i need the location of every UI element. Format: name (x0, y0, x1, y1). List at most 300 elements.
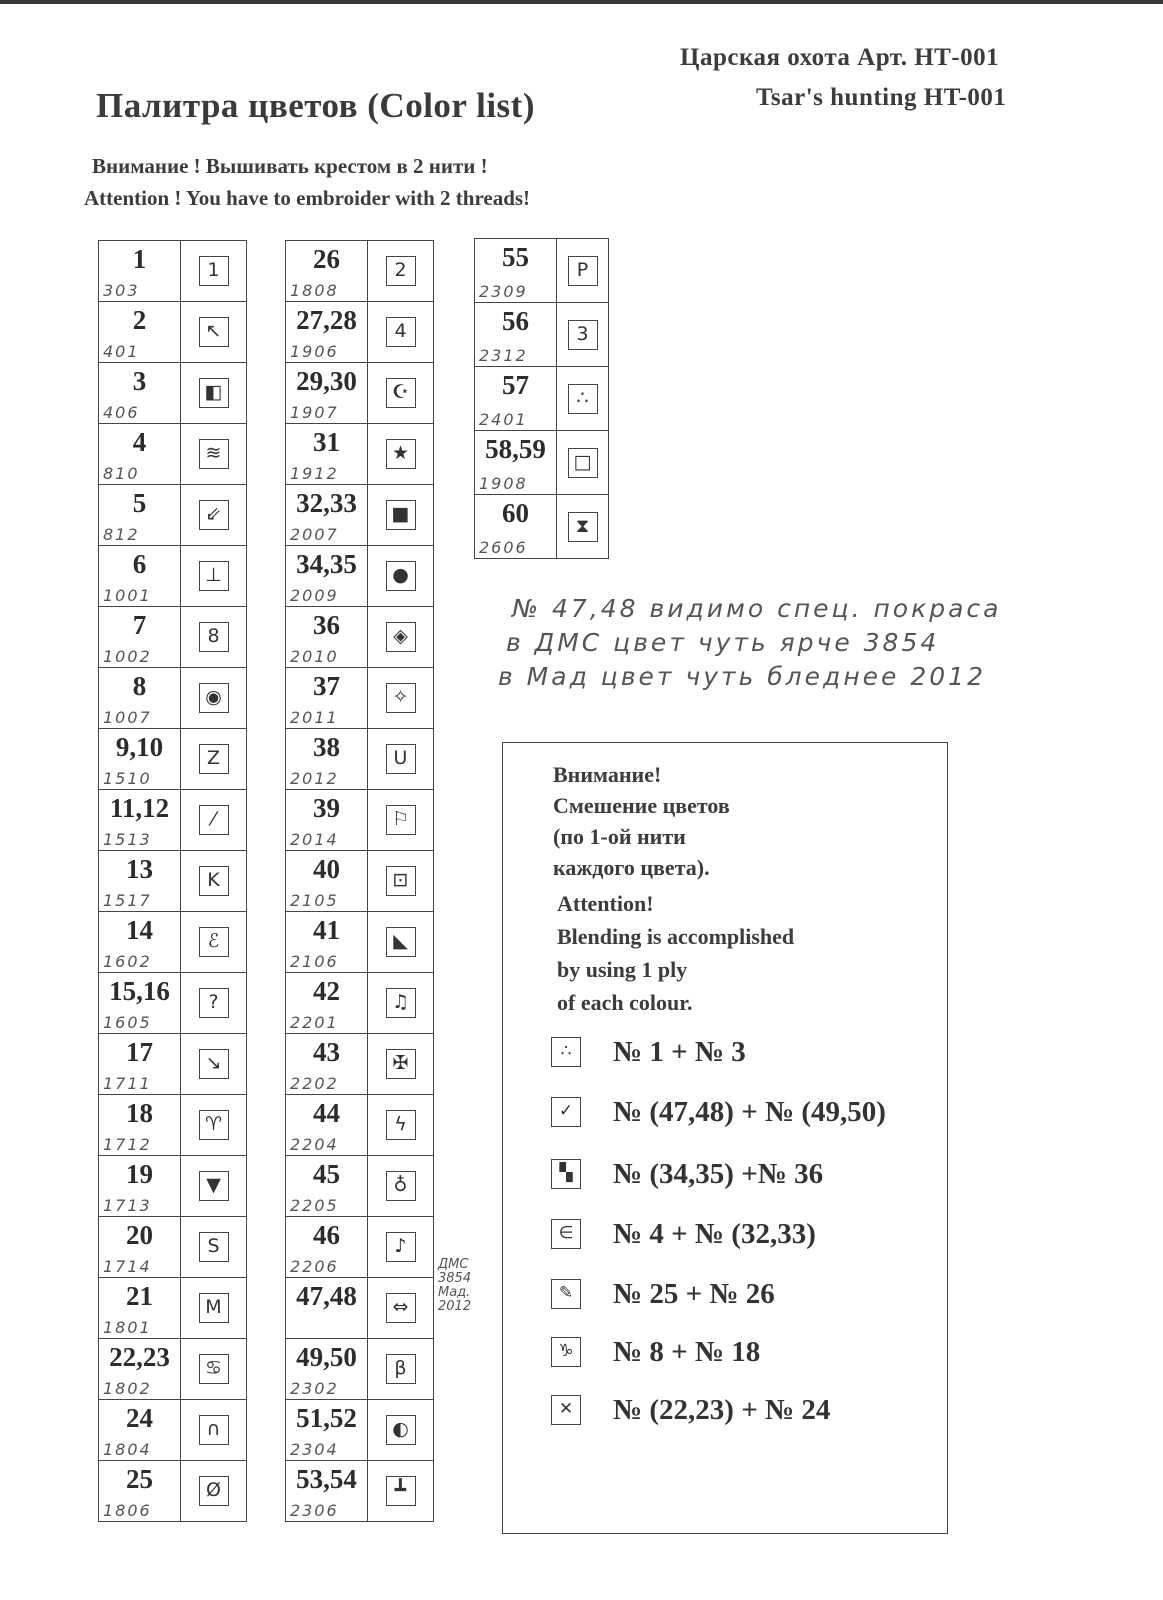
blend-symbol-icon: ✓ (551, 1097, 581, 1127)
color-number-cell (99, 1339, 181, 1400)
thread-code: 1906 (290, 342, 339, 361)
color-number: 32,33 (296, 488, 357, 518)
blend-formula: № (47,48) + № (49,50) (613, 1096, 886, 1128)
blending-en-line: Attention! (557, 891, 654, 916)
blending-en-line: of each colour. (557, 990, 693, 1015)
color-number: 3 (132, 366, 147, 396)
color-number: 39 (313, 793, 340, 823)
color-number-cell (286, 851, 368, 912)
chart-symbol-icon: β (386, 1354, 416, 1384)
thread-code: 401 (103, 342, 140, 361)
palette-row (286, 668, 434, 729)
color-number: 25 (126, 1464, 153, 1494)
palette-column-3 (474, 238, 609, 559)
blend-formula: № 1 + № 3 (613, 1036, 746, 1068)
color-number-cell (99, 1156, 181, 1217)
blend-symbol-icon: ♑ (551, 1337, 581, 1367)
symbol-cell (368, 851, 434, 912)
symbol-cell (181, 485, 247, 546)
chart-symbol-icon: K (199, 866, 229, 896)
palette-row (99, 912, 247, 973)
color-number-cell (286, 1461, 368, 1522)
thread-code: 1002 (103, 647, 152, 666)
symbol-cell (557, 367, 609, 431)
chart-symbol-icon: 4 (386, 317, 416, 347)
color-number-cell (286, 1034, 368, 1095)
chart-symbol-icon: ⚐ (386, 805, 416, 835)
color-number-cell (99, 363, 181, 424)
color-number-cell (99, 668, 181, 729)
symbol-cell (368, 1461, 434, 1522)
symbol-cell (181, 302, 247, 363)
chart-symbol-icon: ⇙ (199, 500, 229, 530)
color-number: 8 (132, 671, 147, 701)
symbol-cell (181, 1095, 247, 1156)
symbol-cell (181, 1461, 247, 1522)
color-number-cell (286, 1339, 368, 1400)
attention-ru: Внимание ! Вышивать крестом в 2 нити ! (92, 154, 488, 178)
thread-code: 2012 (290, 769, 339, 788)
color-number: 13 (126, 854, 153, 884)
chart-symbol-icon: ◉ (199, 683, 229, 713)
palette-row (286, 1278, 434, 1339)
color-number: 15,16 (109, 976, 170, 1006)
symbol-cell (181, 363, 247, 424)
color-number-cell (99, 729, 181, 790)
thread-code: 2306 (290, 1501, 339, 1520)
symbol-cell (557, 495, 609, 559)
color-number: 56 (502, 306, 529, 336)
color-number-cell (99, 1217, 181, 1278)
symbol-cell (368, 485, 434, 546)
blend-formula: № 8 + № 18 (613, 1336, 761, 1368)
handwritten-note-line-2: в ДМС цвет чуть ярче 3854 (506, 628, 940, 657)
thread-code: 1802 (103, 1379, 152, 1398)
color-number: 27,28 (296, 305, 357, 335)
color-number-cell (99, 851, 181, 912)
palette-row (99, 424, 247, 485)
palette-row (286, 1461, 434, 1522)
palette-row (286, 729, 434, 790)
symbol-cell (368, 1278, 434, 1339)
palette-row (286, 1400, 434, 1461)
color-number-cell (99, 485, 181, 546)
symbol-cell (368, 1034, 434, 1095)
color-number: 46 (313, 1220, 340, 1250)
palette-row (99, 363, 247, 424)
symbol-cell (557, 431, 609, 495)
chart-symbol-icon: Ø (199, 1476, 229, 1506)
side-note-line: 2012 (438, 1299, 472, 1314)
color-number-cell (286, 790, 368, 851)
thread-code: 2007 (290, 525, 339, 544)
blend-formula: № (34,35) +№ 36 (613, 1158, 824, 1190)
thread-code: 2106 (290, 952, 339, 971)
symbol-cell (368, 424, 434, 485)
blending-en-line: by using 1 ply (557, 957, 688, 982)
symbol-cell (181, 790, 247, 851)
symbol-cell (181, 1278, 247, 1339)
chart-symbol-icon: ★ (386, 439, 416, 469)
blend-formula: № 25 + № 26 (613, 1278, 775, 1310)
palette-row (286, 1095, 434, 1156)
palette-row (286, 607, 434, 668)
color-number: 36 (313, 610, 340, 640)
color-number: 49,50 (296, 1342, 357, 1372)
color-number-cell (286, 1400, 368, 1461)
color-number: 29,30 (296, 366, 357, 396)
symbol-cell (368, 729, 434, 790)
thread-code: 2205 (290, 1196, 339, 1215)
chart-symbol-icon: U (386, 744, 416, 774)
chart-symbol-icon: ∴ (568, 384, 598, 414)
color-number: 57 (502, 370, 529, 400)
thread-code: 2202 (290, 1074, 339, 1093)
symbol-cell (181, 912, 247, 973)
thread-code: 2312 (479, 346, 528, 365)
chart-symbol-icon: ■ (386, 500, 416, 530)
chart-symbol-icon: □ (568, 448, 598, 478)
thread-code: 1513 (103, 830, 152, 849)
palette-row (99, 1217, 247, 1278)
palette-row (99, 1461, 247, 1522)
color-number: 58,59 (485, 434, 546, 464)
chart-symbol-icon: ⧗ (568, 512, 598, 542)
color-number-cell (286, 607, 368, 668)
symbol-cell (368, 1156, 434, 1217)
thread-code: 810 (103, 464, 140, 483)
thread-code: 2201 (290, 1013, 339, 1032)
color-number-cell (286, 1278, 368, 1339)
side-note-line: Мад. (438, 1285, 471, 1300)
color-number: 9,10 (115, 732, 164, 762)
symbol-cell (368, 241, 434, 302)
color-number: 22,23 (109, 1342, 170, 1372)
palette-row (286, 302, 434, 363)
color-number: 6 (132, 549, 147, 579)
color-number: 40 (313, 854, 340, 884)
chart-symbol-icon: ↖ (199, 317, 229, 347)
color-number: 19 (126, 1159, 153, 1189)
palette-row (286, 546, 434, 607)
color-number: 37 (313, 671, 340, 701)
chart-symbol-icon: ⁄ (199, 805, 229, 835)
thread-code: 1713 (103, 1196, 152, 1215)
symbol-cell (557, 239, 609, 303)
palette-column-2 (285, 240, 434, 1522)
palette-row (286, 1034, 434, 1095)
symbol-cell (368, 1217, 434, 1278)
palette-row (99, 1156, 247, 1217)
palette-row (475, 239, 609, 303)
thread-code: 2010 (290, 647, 339, 666)
color-number-cell (99, 912, 181, 973)
color-number: 24 (126, 1403, 153, 1433)
color-number-cell (475, 303, 557, 367)
color-number-cell (99, 1400, 181, 1461)
chart-symbol-icon: ∩ (199, 1415, 229, 1445)
color-number-cell (286, 485, 368, 546)
thread-code: 406 (103, 403, 140, 422)
palette-row (475, 303, 609, 367)
blending-ru-line: (по 1-ой нити (553, 824, 686, 849)
side-note-line: ДМС (438, 1257, 469, 1272)
thread-code: 2309 (479, 282, 528, 301)
color-number-cell (286, 729, 368, 790)
thread-code: 1602 (103, 952, 152, 971)
palette-row (475, 367, 609, 431)
color-number-cell (286, 424, 368, 485)
palette-row (286, 973, 434, 1034)
color-number: 60 (502, 498, 529, 528)
blending-note-en (557, 887, 794, 1019)
color-number: 2 (132, 305, 147, 335)
palette-row (286, 851, 434, 912)
chart-symbol-icon: ◐ (386, 1415, 416, 1445)
symbol-cell (181, 424, 247, 485)
chart-symbol-icon: ℰ (199, 927, 229, 957)
color-number: 18 (126, 1098, 153, 1128)
palette-row (99, 668, 247, 729)
blend-symbol-icon: ∈ (551, 1219, 581, 1249)
chart-symbol-icon: ↘ (199, 1049, 229, 1079)
color-number-cell (286, 668, 368, 729)
symbol-cell (181, 1034, 247, 1095)
blending-box (502, 742, 948, 1534)
color-number: 55 (502, 242, 529, 272)
palette-row (99, 302, 247, 363)
color-number-cell (99, 607, 181, 668)
color-number: 11,12 (109, 793, 170, 823)
thread-code: 1908 (479, 474, 528, 493)
palette-row (99, 241, 247, 302)
palette-row (475, 431, 609, 495)
thread-code: 2105 (290, 891, 339, 910)
blending-ru-line: каждого цвета). (553, 855, 710, 880)
symbol-cell (368, 1095, 434, 1156)
color-number-cell (475, 239, 557, 303)
symbol-cell (368, 1400, 434, 1461)
color-number-cell (286, 973, 368, 1034)
thread-code: 812 (103, 525, 140, 544)
color-number-cell (286, 302, 368, 363)
color-number: 17 (126, 1037, 153, 1067)
color-number-cell (286, 241, 368, 302)
chart-symbol-icon: ♁ (386, 1171, 416, 1201)
palette-row (286, 485, 434, 546)
palette-row (286, 912, 434, 973)
chart-symbol-icon: ♫ (386, 988, 416, 1018)
blend-symbol-icon: ▚ (551, 1159, 581, 1189)
color-number: 26 (313, 244, 340, 274)
color-number: 44 (313, 1098, 340, 1128)
color-number: 43 (313, 1037, 340, 1067)
color-number-cell (99, 790, 181, 851)
symbol-cell (181, 729, 247, 790)
color-number-cell (286, 1095, 368, 1156)
product-title-ru: Царская охота Арт. НТ-001 (680, 44, 1000, 71)
chart-symbol-icon: ϟ (386, 1110, 416, 1140)
color-number-cell (99, 302, 181, 363)
palette-row (286, 790, 434, 851)
color-number: 14 (126, 915, 153, 945)
chart-symbol-icon: Z (199, 744, 229, 774)
symbol-cell (181, 1400, 247, 1461)
thread-code: 1001 (103, 586, 152, 605)
chart-symbol-icon: ◣ (386, 927, 416, 957)
color-number-cell (475, 367, 557, 431)
thread-code: 1808 (290, 281, 339, 300)
color-number: 51,52 (296, 1403, 357, 1433)
chart-symbol-icon: ● (386, 561, 416, 591)
chart-symbol-icon: ≋ (199, 439, 229, 469)
page-title: Палитра цветов (Color list) (96, 86, 535, 125)
color-number: 7 (132, 610, 147, 640)
color-number: 5 (132, 488, 147, 518)
chart-symbol-icon: S (199, 1232, 229, 1262)
palette-row (99, 1095, 247, 1156)
thread-code: 2011 (290, 708, 339, 727)
thread-code: 1007 (103, 708, 152, 727)
product-title-en: Tsar's hunting HT-001 (756, 84, 1007, 111)
top-border-line (0, 0, 1163, 4)
blending-ru-line: Смешение цветов (553, 793, 730, 818)
symbol-cell (181, 973, 247, 1034)
color-number: 41 (313, 915, 340, 945)
color-number: 38 (313, 732, 340, 762)
palette-row (99, 1339, 247, 1400)
thread-code: 1801 (103, 1318, 152, 1337)
thread-code: 2401 (479, 410, 528, 429)
color-number-cell (99, 424, 181, 485)
chart-symbol-icon: ♋ (199, 1354, 229, 1384)
chart-symbol-icon: ☪ (386, 378, 416, 408)
side-handwritten-note (438, 1258, 498, 1314)
color-number-cell (99, 973, 181, 1034)
palette-row (99, 973, 247, 1034)
color-number: 21 (126, 1281, 153, 1311)
blend-symbol-icon: ✕ (551, 1395, 581, 1425)
palette-row (99, 1278, 247, 1339)
color-number-cell (99, 546, 181, 607)
palette-column-1 (98, 240, 247, 1522)
color-number-cell (286, 546, 368, 607)
thread-code: 2206 (290, 1257, 339, 1276)
color-number-cell (286, 912, 368, 973)
symbol-cell (368, 973, 434, 1034)
palette-row (99, 1034, 247, 1095)
palette-row (286, 1217, 434, 1278)
symbol-cell (181, 1156, 247, 1217)
thread-code: 2606 (479, 538, 528, 557)
thread-code: 1804 (103, 1440, 152, 1459)
chart-symbol-icon: 1 (199, 256, 229, 286)
color-number: 42 (313, 976, 340, 1006)
symbol-cell (181, 1339, 247, 1400)
blending-note-ru (553, 759, 730, 883)
thread-code: 1714 (103, 1257, 152, 1276)
blend-symbol-icon: ∴ (551, 1037, 581, 1067)
thread-code: 1907 (290, 403, 339, 422)
symbol-cell (368, 668, 434, 729)
chart-symbol-icon: 2 (386, 256, 416, 286)
symbol-cell (368, 912, 434, 973)
chart-symbol-icon: 3 (568, 320, 598, 350)
chart-symbol-icon: ◧ (199, 378, 229, 408)
thread-code: 2014 (290, 830, 339, 849)
color-number: 53,54 (296, 1464, 357, 1494)
color-number: 4 (132, 427, 147, 457)
palette-row (475, 495, 609, 559)
palette-row (99, 729, 247, 790)
chart-symbol-icon: ┻ (386, 1476, 416, 1506)
handwritten-note-line-3: в Мад цвет чуть бледнее 2012 (498, 662, 986, 691)
color-number-cell (99, 1461, 181, 1522)
color-number-cell (99, 1034, 181, 1095)
color-number: 1 (132, 244, 147, 274)
palette-row (99, 790, 247, 851)
palette-row (286, 1156, 434, 1217)
palette-row (99, 1400, 247, 1461)
symbol-cell (368, 302, 434, 363)
blend-formula: № (22,23) + № 24 (613, 1394, 831, 1426)
chart-symbol-icon: M (199, 1293, 229, 1323)
color-number-cell (475, 431, 557, 495)
palette-row (286, 241, 434, 302)
palette-row (99, 546, 247, 607)
thread-code: 303 (103, 281, 140, 300)
thread-code: 1912 (290, 464, 339, 483)
symbol-cell (181, 1217, 247, 1278)
color-number-cell (99, 1095, 181, 1156)
chart-symbol-icon: ▼ (199, 1171, 229, 1201)
color-number: 20 (126, 1220, 153, 1250)
color-number: 31 (313, 427, 340, 457)
chart-symbol-icon: ◈ (386, 622, 416, 652)
symbol-cell (368, 607, 434, 668)
thread-code: 1510 (103, 769, 152, 788)
palette-row (99, 485, 247, 546)
thread-code: 2204 (290, 1135, 339, 1154)
palette-row (99, 851, 247, 912)
chart-symbol-icon: ⇔ (386, 1293, 416, 1323)
blend-symbol-icon: ✎ (551, 1279, 581, 1309)
symbol-cell (368, 1339, 434, 1400)
chart-symbol-icon: ✠ (386, 1049, 416, 1079)
symbol-cell (181, 546, 247, 607)
symbol-cell (368, 363, 434, 424)
color-number: 34,35 (296, 549, 357, 579)
color-number-cell (475, 495, 557, 559)
symbol-cell (557, 303, 609, 367)
thread-code: 2009 (290, 586, 339, 605)
symbol-cell (181, 241, 247, 302)
chart-symbol-icon: ✧ (386, 683, 416, 713)
palette-row (99, 607, 247, 668)
thread-code: 2304 (290, 1440, 339, 1459)
color-number: 47,48 (296, 1281, 357, 1311)
thread-code: 1712 (103, 1135, 152, 1154)
thread-code: 1806 (103, 1501, 152, 1520)
blending-en-line: Blending is accomplished (557, 924, 795, 949)
chart-symbol-icon: P (568, 256, 598, 286)
palette-row (286, 363, 434, 424)
color-number-cell (99, 241, 181, 302)
chart-symbol-icon: ♪ (386, 1232, 416, 1262)
palette-row (286, 1339, 434, 1400)
chart-symbol-icon: 8 (199, 622, 229, 652)
symbol-cell (181, 607, 247, 668)
